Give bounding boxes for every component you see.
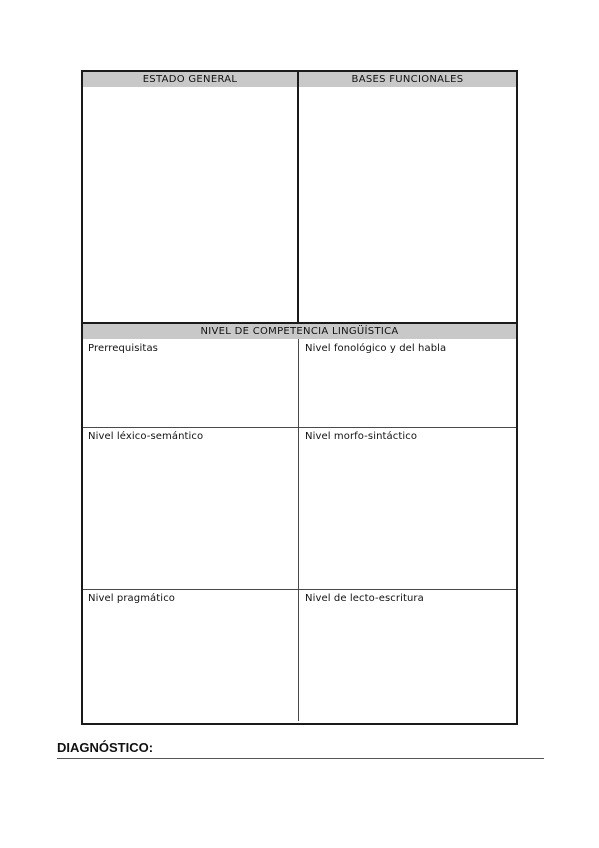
form-frame [81, 70, 518, 725]
row-divider-1 [83, 427, 516, 428]
cell-nivel-pragmatico: Nivel pragmático [88, 593, 176, 604]
cell-nivel-lexico-semantico: Nivel léxico-semántico [88, 431, 204, 442]
bases-funcionales-header: BASES FUNCIONALES [299, 72, 516, 87]
diagnostico-heading: DIAGNÓSTICO: [57, 740, 154, 755]
cell-prerrequisitas: Prerrequisitas [88, 343, 158, 354]
nivel-competencia-header: NIVEL DE COMPETENCIA LINGÜÍSTICA [83, 324, 516, 339]
top-divider [297, 72, 299, 322]
cell-nivel-fonologico: Nivel fonológico y del habla [305, 343, 447, 354]
cell-nivel-morfo-sintactico: Nivel morfo-sintáctico [305, 431, 418, 442]
row-divider-2 [83, 589, 516, 590]
cell-nivel-lecto-escritura: Nivel de lecto-escritura [305, 593, 424, 604]
estado-general-header: ESTADO GENERAL [83, 72, 297, 87]
lower-divider [298, 339, 299, 721]
diagnostico-underline [57, 758, 544, 759]
